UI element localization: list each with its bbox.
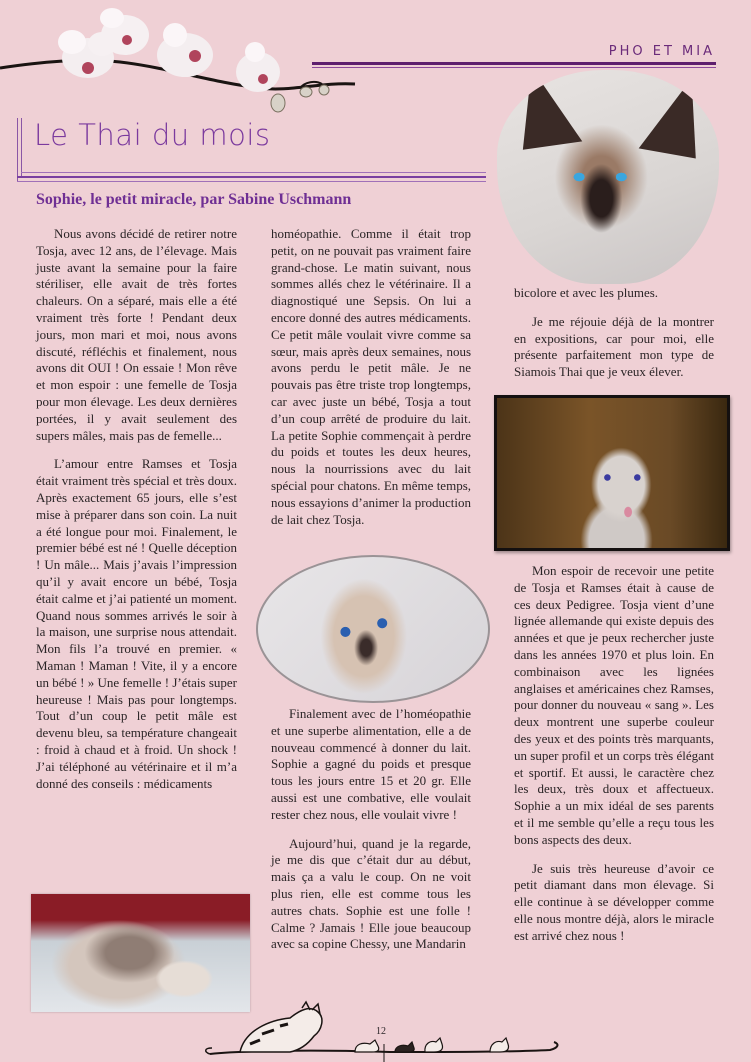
paragraph: Aujourd’hui, quand je la regarde, je me dis que c’était dur au début, mais ça a valu le coup. On ne voit plus rien, elle est comme tous les autres chats. Sophie est une folle ! Calme ? Jamais ! Elle joue beaucoup avec sa copine Chessy, une Mandarin bbox=[271, 835, 471, 952]
paragraph: Je suis très heureuse d’avoir ce petit diamant dans mon élevage. Si elle continue à se développer comme elle nous montre déjà, alors le miracle est arrivé chez nous ! bbox=[514, 860, 714, 943]
paragraph: Nous avons décidé de retirer notre Tosja, avec 12 ans, de l’élevage. Mais juste avant la semaine pour la faire stériliser, elle avait de très fortes chaleurs. On a séparé, mais elle a été vraiment très forte ! Pendant deux jours, mon mari et moi, nous avons discuté, réfléchis et finalement, nous avons dit OUI ! On essaie ! Mon rêve et mon espoir : une femelle de Tosja pour mon élevage. Les deux dernières portées, il y avait seulement des supers mâles, mais pas de femelle... bbox=[36, 226, 237, 443]
orchid-flower bbox=[100, 8, 149, 55]
paragraph: Je me réjouie déjà de la montrer en expositions, car pour moi, elle présente parfaitement mon type de Siamois Thai que je veux élever. bbox=[514, 313, 714, 380]
cat-ear-left bbox=[512, 70, 583, 150]
page-title: Le Thai du mois bbox=[34, 118, 271, 152]
orchid-flower bbox=[236, 42, 280, 92]
article-column-2-bottom bbox=[271, 706, 471, 965]
article-column-3-top bbox=[514, 285, 714, 393]
page-number: 12 bbox=[376, 1026, 386, 1037]
paragraph: homéopathie. Comme il était trop petit, on ne pouvait pas vraiment faire grand-chose. Le matin suivant, nous sommes allés chez le vétérinaire. Il a diagnostiqué une Sepsis. On lui a encore donné des autres médicaments. Ce petit mâle voulait vivre comme sa sœur, mais après deux semaines, nous avons perdu le petit mâle. Je ne pouvais pas être triste trop longtemps, car avec juste un bébé, Tosja a tout d’un coup arrêté de produire du lait. La petite Sophie commençait à perdre du poids et toutes les deux heures, nous la nourrissions avec du lait spécial pour chatons. En même temps, nous essayions d’animer la production de lait chez Tosja. bbox=[271, 226, 472, 527]
orchid-flower bbox=[157, 23, 213, 77]
cat-ear-right bbox=[639, 72, 710, 159]
orchid-branch-decoration bbox=[0, 0, 365, 115]
kitten-framed-photo bbox=[494, 395, 730, 551]
article-subtitle: Sophie, le petit miracle, par Sabine Uschmann bbox=[36, 191, 352, 208]
kitten-drawing bbox=[425, 1038, 443, 1052]
kitten-drawing bbox=[355, 1040, 379, 1052]
title-frame-line bbox=[21, 172, 486, 173]
article-column-2-top bbox=[271, 226, 471, 540]
paragraph: L’amour entre Ramses et Tosja était vraiment très spécial et très doux. Après exactement 65 jours, elle s’est mise à préparer dans son coin. La nuit a été longue pour moi. Finalement, le premier bébé est né ! Quelle déception ! Un mâle... Mais j’avais l’impression qu’il y avait encore un bébé, Tosja était calme et j’ai patienté un moment. Quand nous sommes arrivés le soir à la maison, une surprise nous attendait. Mon fils l’a trouvé en premier. « Maman ! Maman ! Vite, il y a encore un bébé ! » Une femelle ! J’étais super heureuse ! Mais pas pour longtemps. Tout d’un coup le petit mâle est devenu bleu, sa température changeait : froid à chaud et à froid. Un shock ! J’ai téléphoné au vétérinaire et il m’a donné des conseils : médicaments bbox=[36, 456, 237, 791]
kitten-drawing bbox=[490, 1038, 509, 1052]
title-frame-line bbox=[17, 181, 486, 182]
paragraph: Finalement avec de l’homéopathie et une superbe alimentation, elle a de nouveau commencé à donner du lait. Sophie a gagné du poids et presque tous les jours entre 15 et 20 gr. Elle aussi est une combative, elle voulait rester chez nous, elle voulait vivre ! bbox=[271, 706, 471, 822]
mother-cat-drawing bbox=[240, 1002, 322, 1052]
title-frame-line bbox=[17, 118, 18, 182]
magazine-brand: PHO ET MIA bbox=[608, 44, 715, 59]
article-column-3-bottom bbox=[514, 563, 714, 957]
header-rule-thin bbox=[312, 67, 716, 68]
paragraph: bicolore et avec les plumes. bbox=[514, 285, 659, 300]
article-column-1 bbox=[36, 226, 237, 804]
title-frame-line bbox=[21, 118, 22, 178]
header-rule bbox=[312, 62, 716, 65]
siamese-cat-photo bbox=[497, 70, 719, 284]
kitten-drawing bbox=[395, 1042, 414, 1052]
kitten-oval-photo bbox=[256, 555, 490, 703]
title-frame-line bbox=[17, 176, 486, 178]
sleeping-cats-photo bbox=[31, 894, 250, 1012]
paragraph: Mon espoir de recevoir une petite de Tosja et Ramses était à cause de ces deux Pedigree. Tosja vient d’une lignée allemande qui existe depuis des années et que je peux rechercher juste dans les années 1970 et plus loin. En combinaison avec les lignées anglaises et américaines chez Ramses, pour donner du nouveau « sang ». Les deux montrent une superbe couleur des yeux et des points très marquants, un super profil et un corps très élégant et sportif. Et aussi, le caractère chez les deux, très doux et affectueux. Sophie a un mix idéal de ses parents et il me semble qu’elle a reçu tous les bons aspects des deux. bbox=[514, 563, 714, 847]
